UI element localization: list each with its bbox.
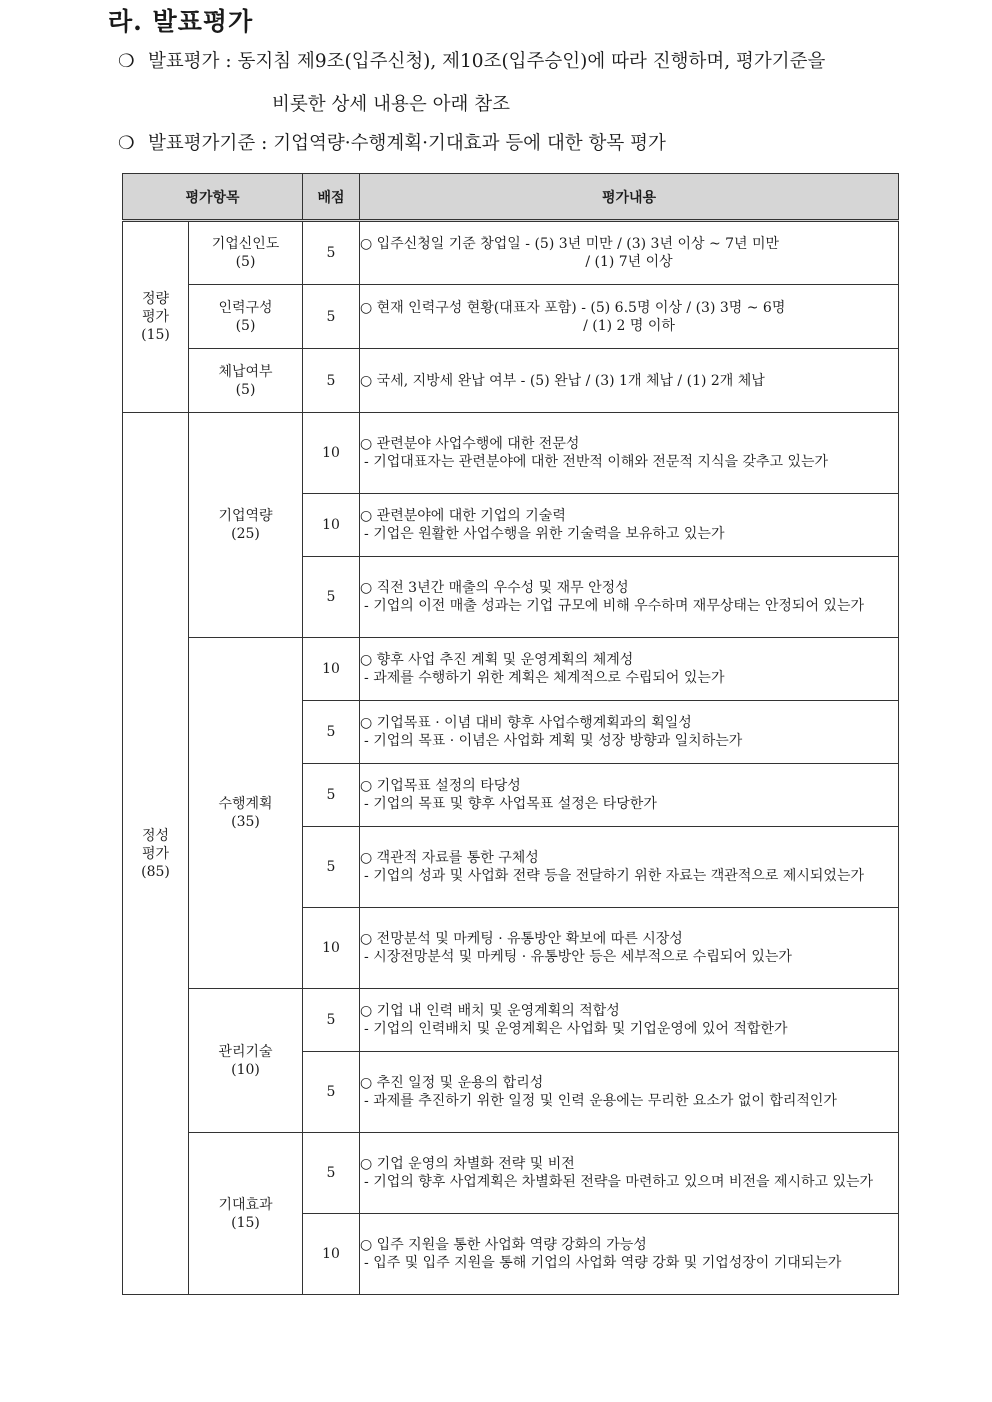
criterion-title: ○ 전망분석 및 마케팅 · 유통방안 확보에 따른 시장성: [360, 931, 683, 947]
category-cell: 정량 평가 (15): [123, 221, 189, 413]
header-points: 배점: [303, 174, 360, 221]
content-cell: [360, 764, 899, 827]
points-cell: 5: [303, 1133, 360, 1214]
criterion-line: / (1) 2 명 이하: [583, 317, 675, 334]
content-cell: [360, 349, 899, 413]
evaluation-table: [122, 173, 899, 1295]
criterion-title: ○ 기업목표 설정의 타당성: [360, 778, 521, 794]
points-cell: 5: [303, 764, 360, 827]
section-heading: 라. 발표평가: [108, 7, 254, 36]
criterion-title: ○ 기업 내 인력 배치 및 운영계획의 적합성: [360, 1003, 620, 1019]
criterion-detail: - 기업의 목표 · 이념은 사업화 계획 및 성장 방향과 일치하는가: [364, 733, 743, 749]
criterion-detail: - 과제를 추진하기 위한 일정 및 인력 운용에는 무리한 요소가 없이 합리적인가: [364, 1093, 837, 1109]
bullet-text: 발표평가 : 동지침 제9조(입주신청), 제10조(입주승인)에 따라 진행하며, 평가기준을: [148, 51, 826, 72]
points-cell: 5: [303, 557, 360, 638]
table-row: [123, 638, 899, 701]
criterion-line: / (1) 7년 이상: [585, 254, 673, 270]
points-cell: 5: [303, 701, 360, 764]
subcategory-cell: 관리기술 (10): [189, 989, 303, 1133]
content-cell: [360, 1133, 899, 1214]
category-cell: 정성 평가 (85): [123, 413, 189, 1295]
table-row: [123, 285, 899, 349]
points-cell: 5: [303, 221, 360, 285]
criterion-title: ○ 직전 3년간 매출의 우수성 및 재무 안정성: [360, 580, 629, 596]
points-cell: 5: [303, 827, 360, 908]
table-header-row: [123, 174, 899, 221]
subcategory-cell: 인력구성 (5): [189, 285, 303, 349]
header-content: 평가내용: [360, 174, 899, 221]
content-cell: [360, 989, 899, 1052]
circle-bullet-icon: ❍: [118, 51, 135, 72]
table-row: [123, 413, 899, 494]
subcategory-cell: 체납여부 (5): [189, 349, 303, 413]
table-row: [123, 1133, 899, 1214]
content-cell: [360, 701, 899, 764]
circle-bullet-icon: ❍: [118, 133, 135, 154]
subcategory-cell: 기대효과 (15): [189, 1133, 303, 1295]
points-cell: 5: [303, 285, 360, 349]
points-cell: 5: [303, 989, 360, 1052]
criterion-detail: - 기업의 목표 및 향후 사업목표 설정은 타당한가: [364, 796, 657, 812]
criterion-line: ○ 입주신청일 기준 창업일 - (5) 3년 미만 / (3) 3년 이상 ~ 7년 미만: [360, 236, 780, 252]
criterion-detail: - 기업의 향후 사업계획은 차별화된 전략을 마련하고 있으며 비전을 제시하고 있는가: [364, 1174, 874, 1190]
content-cell: [360, 1214, 899, 1295]
criterion-title: ○ 객관적 자료를 통한 구체성: [360, 850, 539, 866]
table-row: [123, 221, 899, 285]
criterion-detail: - 기업의 이전 매출 성과는 기업 규모에 비해 우수하며 재무상태는 안정되어 있는가: [364, 598, 864, 614]
subcategory-cell: 기업역량 (25): [189, 413, 303, 638]
points-cell: 10: [303, 638, 360, 701]
table-row: [123, 989, 899, 1052]
criterion-detail: - 기업은 원활한 사업수행을 위한 기술력을 보유하고 있는가: [364, 526, 725, 542]
content-cell: [360, 638, 899, 701]
points-cell: 10: [303, 494, 360, 557]
points-cell: 10: [303, 908, 360, 989]
content-cell: [360, 221, 899, 285]
points-cell: 10: [303, 413, 360, 494]
bullet-presentation-eval: [118, 50, 825, 74]
criterion-detail: - 과제를 수행하기 위한 계획은 체계적으로 수립되어 있는가: [364, 670, 725, 686]
content-cell: [360, 827, 899, 908]
bullet-text: 발표평가기준 : 기업역량·수행계획·기대효과 등에 대한 항목 평가: [148, 133, 666, 154]
points-cell: 5: [303, 349, 360, 413]
content-cell: [360, 285, 899, 349]
criterion-title: ○ 기업목표 · 이념 대비 향후 사업수행계획과의 획일성: [360, 715, 692, 731]
content-cell: [360, 908, 899, 989]
criterion-title: ○ 추진 일정 및 운용의 합리성: [360, 1075, 544, 1091]
criterion-title: ○ 향후 사업 추진 계획 및 운영계획의 체계성: [360, 652, 634, 668]
criterion-title: ○ 입주 지원을 통한 사업화 역량 강화의 가능성: [360, 1237, 647, 1253]
criterion-line: ○ 현재 인력구성 현황(대표자 포함) - (5) 6.5명 이상 / (3) 3명 ~ 6명: [360, 299, 786, 316]
content-cell: [360, 1052, 899, 1133]
header-item: 평가항목: [123, 174, 303, 221]
criterion-line: ○ 국세, 지방세 완납 여부 - (5) 완납 / (3) 1개 체납 / (1) 2개 체납: [360, 372, 765, 389]
criterion-title: ○ 기업 운영의 차별화 전략 및 비전: [360, 1156, 575, 1172]
subcategory-cell: 수행계획 (35): [189, 638, 303, 989]
table-row: [123, 349, 899, 413]
criterion-detail: - 기업의 성과 및 사업화 전략 등을 전달하기 위한 자료는 객관적으로 제시되었는가: [364, 868, 864, 884]
criterion-title: ○ 관련분야에 대한 기업의 기술력: [360, 508, 566, 524]
points-cell: 5: [303, 1052, 360, 1133]
content-cell: [360, 494, 899, 557]
bullet-eval-criteria: [118, 132, 666, 156]
criterion-detail: - 기업의 인력배치 및 운영계획은 사업화 및 기업운영에 있어 적합한가: [364, 1021, 788, 1037]
bullet-continuation: 비롯한 상세 내용은 아래 참조: [272, 94, 510, 115]
criterion-detail: - 시장전망분석 및 마케팅 · 유통방안 등은 세부적으로 수립되어 있는가: [364, 949, 792, 965]
criterion-title: ○ 관련분야 사업수행에 대한 전문성: [360, 436, 580, 452]
subcategory-cell: 기업신인도 (5): [189, 221, 303, 285]
content-cell: [360, 413, 899, 494]
content-cell: [360, 557, 899, 638]
points-cell: 10: [303, 1214, 360, 1295]
criterion-detail: - 입주 및 입주 지원을 통해 기업의 사업화 역량 강화 및 기업성장이 기대되는가: [364, 1255, 842, 1271]
criterion-detail: - 기업대표자는 관련분야에 대한 전반적 이해와 전문적 지식을 갖추고 있는가: [364, 454, 829, 470]
